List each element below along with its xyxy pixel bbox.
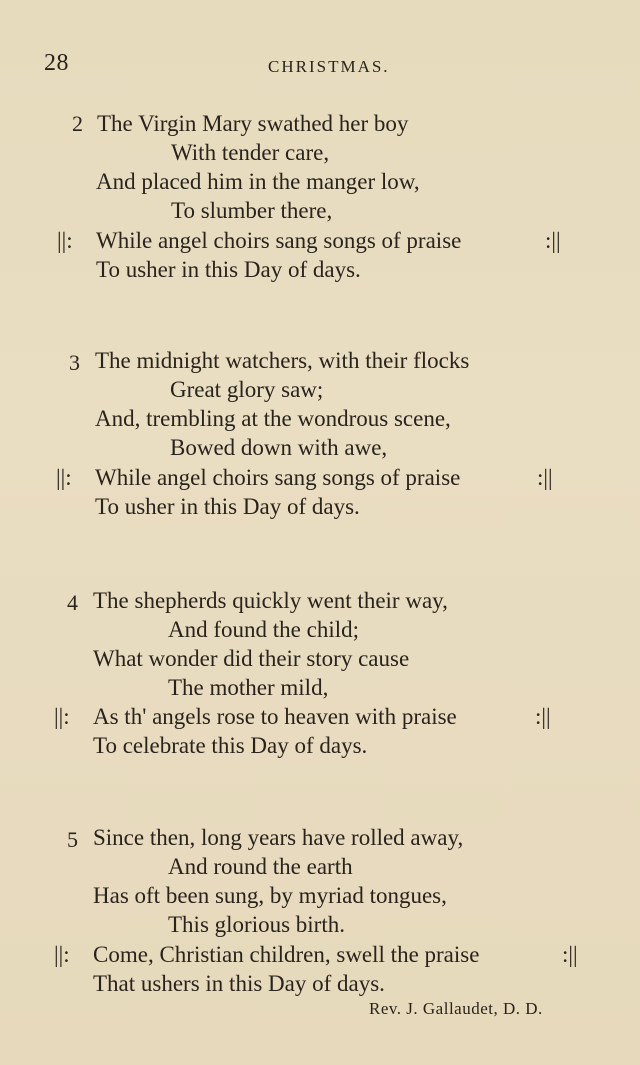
- repeat-close-mark: :||: [545, 228, 561, 253]
- stanza-number: 3: [69, 350, 80, 375]
- repeat-close-mark: :||: [562, 942, 578, 967]
- verse-line: The mother mild,: [168, 675, 329, 700]
- verse-line: Bowed down with awe,: [170, 435, 388, 460]
- verse-line: While angel choirs sang songs of praise: [96, 228, 462, 253]
- verse-line: And placed him in the manger low,: [96, 169, 420, 194]
- verse-line: While angel choirs sang songs of praise: [95, 465, 461, 490]
- verse-line: What wonder did their story cause: [93, 646, 410, 671]
- verse-line: Has oft been sung, by myriad tongues,: [93, 883, 447, 908]
- verse-line: And round the earth: [168, 854, 353, 879]
- repeat-open-mark: ||:: [54, 942, 70, 967]
- verse-line: As th' angels rose to heaven with praise: [93, 704, 457, 729]
- verse-line: The Virgin Mary swathed her boy: [97, 111, 409, 136]
- verse-line: To slumber there,: [171, 198, 333, 223]
- verse-line: And, trembling at the wondrous scene,: [95, 406, 451, 431]
- stanza-number: 2: [72, 111, 83, 136]
- verse-line: To usher in this Day of days.: [96, 257, 361, 282]
- repeat-open-mark: ||:: [54, 704, 70, 729]
- verse-line: That ushers in this Day of days.: [93, 971, 385, 996]
- verse-line: Great glory saw;: [170, 377, 324, 402]
- repeat-close-mark: :||: [535, 704, 551, 729]
- verse-line: The midnight watchers, with their flocks: [95, 348, 470, 373]
- verse-line: The shepherds quickly went their way,: [93, 588, 448, 613]
- stanza-number: 5: [67, 827, 78, 852]
- repeat-open-mark: ||:: [56, 465, 72, 490]
- verse-line: With tender care,: [171, 140, 330, 165]
- verse-line: This glorious birth.: [168, 912, 345, 937]
- page-number: 28: [44, 50, 69, 76]
- running-head: CHRISTMAS.: [268, 57, 390, 76]
- verse-line: Come, Christian children, swell the praise: [93, 942, 480, 967]
- hymn-attribution: Rev. J. Gallaudet, D. D.: [369, 999, 543, 1018]
- verse-line: To celebrate this Day of days.: [93, 733, 368, 758]
- repeat-open-mark: ||:: [57, 228, 73, 253]
- verse-line: Since then, long years have rolled away,: [93, 825, 464, 850]
- stanza-number: 4: [67, 590, 78, 615]
- repeat-close-mark: :||: [537, 465, 553, 490]
- verse-line: And found the child;: [168, 617, 359, 642]
- verse-line: To usher in this Day of days.: [95, 494, 360, 519]
